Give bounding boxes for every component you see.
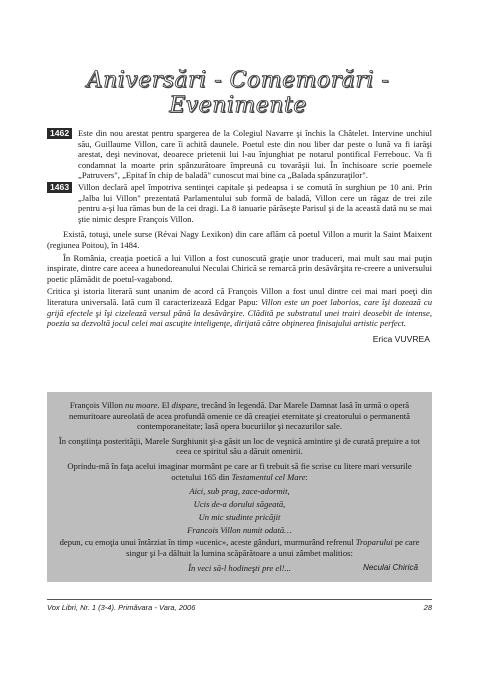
year-badge: 1463 (47, 182, 72, 193)
tribute-paragraph-1 (57, 400, 422, 432)
year-badge: 1462 (47, 128, 72, 139)
verse-line: Francois Villon numit odată… (187, 524, 292, 535)
tribute-paragraph-3 (57, 461, 422, 482)
emphasis: dispare (171, 400, 197, 410)
paragraph-romania: În România, creaţia poetică a lui Villon a fost cunoscută graţie unor traduceri, mai mult sau mai puţin inspirate, dintre care aceea a hunedoreanului Neculai Chirică se remarcă prin desăvârşita re-creere a universului poetic plămădit de poetul-vagabond. (47, 252, 432, 284)
critique-text: Critica şi istoria literară sunt unanim de acord că François Villon a fost unul dintre cei mai mari poeţi din literatura universală. Iată cum îl caracterizează Edgar Papu: (47, 286, 432, 307)
section-header: Aniversări - Comemorări - Evenimente (86, 68, 390, 118)
text: François Villon (69, 400, 126, 410)
emphasis: Troparului (355, 537, 393, 548)
book-title: Testamentul cel Mare (231, 471, 306, 482)
emphasis: nu moare (125, 400, 158, 410)
verse-line: Un mic studinte pricăjit (198, 511, 281, 522)
page-number: 28 (423, 603, 432, 612)
entry-text: Villon declară apel împotriva sentinţei capitale şi pedeapsa i se comută în surghiun pe 10 ani. Prin „Jalba lui Villon" prezentată Parlamentului sub formă de baladă, Villon cere un răgaz de trei zile pentru a-şi lua rămas bun de la cei dragi. La 8 ianuarie părăseşte Parisul şi de la această dată nu se mai ştie nimic despre François Villon. (78, 181, 432, 224)
chronology-entry-1462 (47, 128, 432, 181)
refrain-line: În veci să-l hodineşti pre el!... (188, 562, 291, 573)
chronology-entry-1463 (47, 182, 432, 224)
text: . El (157, 400, 172, 410)
critique-quote: Villon este un poet laborios, care îşi dozează cu grijă efectele şi îşi cizelează versul până la desăvârşire. Clădită pe substratul unei trairi deosebit de intense, poezia sa dezvoltă jocul celei mai ascuţite inteligenţe, dirijată către obţinerea finisajului artistic perfect. (47, 296, 432, 329)
tribute-box (47, 392, 432, 582)
text: Oprindu-mă în faţa acelui imaginar mormânt pe care ar fi trebuit să fie scrise cu litere mari versurile octetului 165 din (67, 460, 412, 482)
verse-line: Ucis de-a dorului săgeată, (193, 498, 286, 509)
author-name: Erica VUVREA (372, 333, 430, 344)
verse-line: Aici, sub prag, zace-adormit, (189, 486, 290, 497)
journal-citation: Vox Libri, Nr. 1 (3-4). Primăvara - Vara, 2006 (47, 603, 196, 612)
text: pe care singur şi l-a dăltuit la lumina scăpărătoare a unui zâmbet malitios: (126, 537, 420, 558)
article-body (47, 128, 432, 344)
tribute-signature: Neculai Chirică (362, 563, 418, 573)
footer-divider (47, 599, 432, 600)
text: depun, cu emoţia unui întârziat în timp «ucenic», aceste gânduri, murmurând refrenul (59, 537, 356, 548)
text: : (305, 471, 308, 482)
paragraph-death-source: Există, totuşi, unele surse (Révai Nagy Lexikon) din care aflăm că poetul Villon a murit la Saint Maixent (regiunea Poitou), în 1484. (47, 229, 432, 250)
entry-text: Este din nou arestat pentru spargerea de la Colegiul Navarre şi închis la Châtelet. Intervine unchiul său, Guillaume Villon, care îi achită daunele. Poetul este din nou liber dar peste o lună va fi iarăşi arestat, deşi nevinovat, deoarece prietenii lui l-au înjunghiat pe notarul pontifical Ferrebouc. Va fi condamnat la moarte prin spânzurătoare împreună cu tovarăşii lui. În închisoare scrie poemele „Patruvers", „Epitaf în chip de baladă" cunoscut mai bine ca „Balada spânzuraţilor". (78, 128, 432, 181)
text: , trecând în legendă. Dar Marele Damnat lasă în urmă o operă nemuritoare aureolată de acea profundă omenie ce dă creaţiei eternitate şi creatorului o permanentă contemporaneitate; lasă opera bucuriilor şi necazurilor sale. (69, 400, 410, 432)
tribute-paragraph-2: În conştiinţa posterităţii, Marele Surghiunit şi-a găsit un loc de veşnică amintire şi de curată preţuire a tot ceea ce spiritul său a dăruit omenirii. (58, 435, 421, 457)
tribute-paragraph-4 (57, 537, 422, 558)
paragraph-critique (47, 286, 432, 328)
